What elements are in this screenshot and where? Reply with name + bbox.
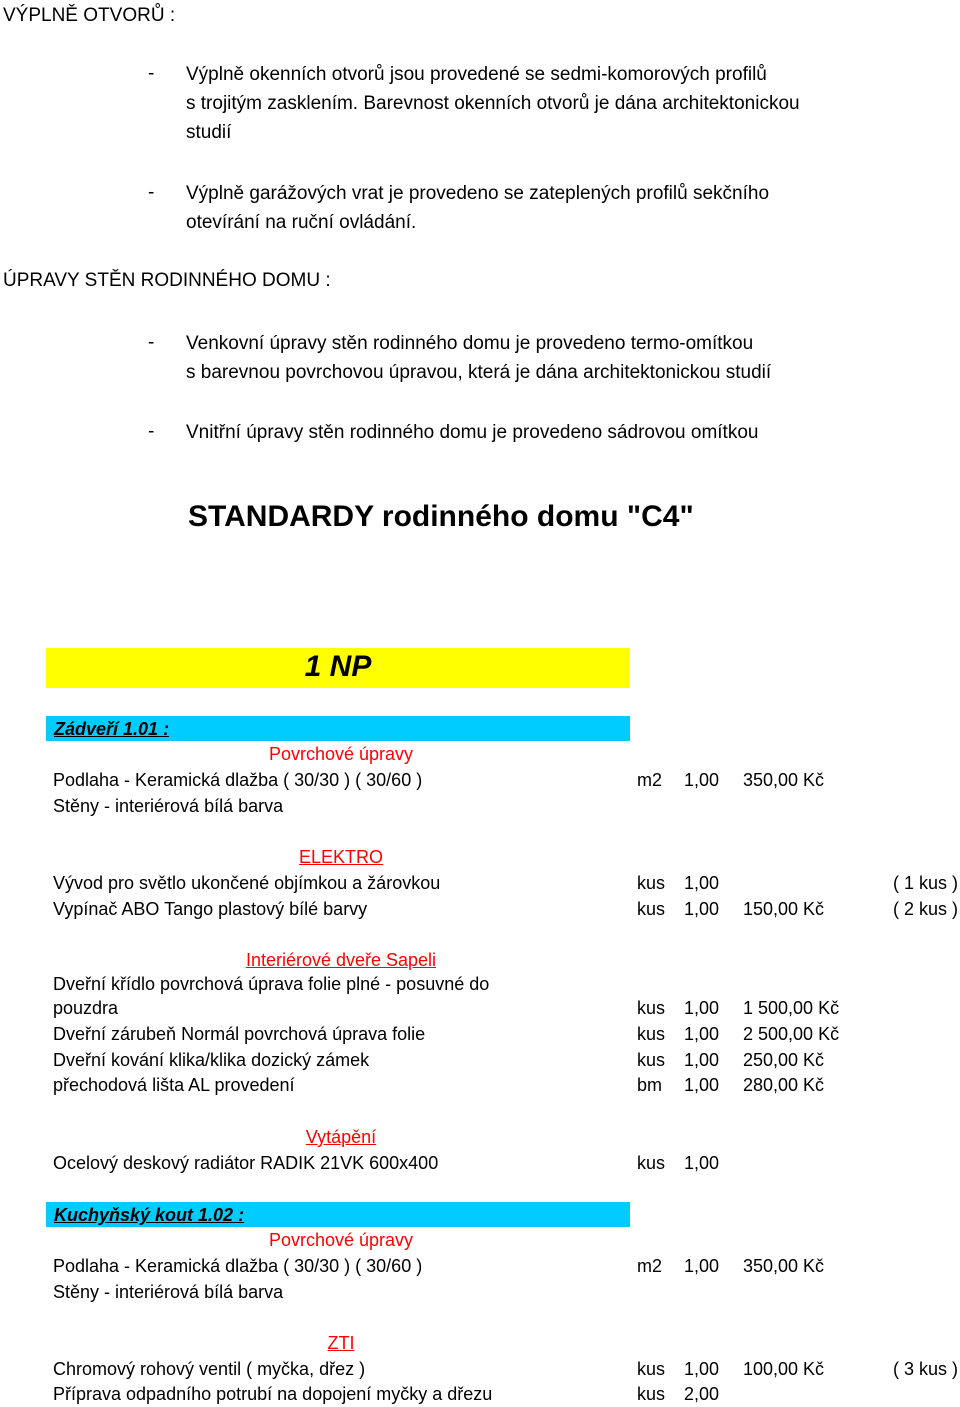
group-title: Povrchové úpravy: [268, 1230, 414, 1250]
bullet-dash: -: [148, 63, 155, 84]
paragraph-line: otevírání na ruční ovládání.: [186, 212, 417, 233]
item-unit: kus: [637, 998, 666, 1018]
item-price: 350,00 Kč: [743, 770, 825, 790]
item-price: 2 500,00 Kč: [743, 1024, 840, 1044]
item-desc: Dveřní kování klika/klika dozický zámek: [53, 1050, 370, 1070]
paragraph-line: Výplně okenních otvorů jsou provedené se sedmi-komorových profilů: [186, 64, 767, 85]
item-price: 150,00 Kč: [743, 899, 825, 919]
item-desc: Dveřní zárubeň Normál povrchová úprava folie: [53, 1024, 426, 1044]
item-desc: Chromový rohový ventil ( myčka, dřez ): [53, 1359, 366, 1379]
item-desc: Podlaha - Keramická dlažba ( 30/30 ) ( 30/60 ): [53, 1256, 423, 1276]
item-qty: 1,00: [684, 1153, 720, 1173]
item-desc: Podlaha - Keramická dlažba ( 30/30 ) ( 30/60 ): [53, 770, 423, 790]
bullet-dash: -: [148, 332, 155, 353]
item-unit: kus: [637, 1384, 666, 1404]
item-unit: kus: [637, 1359, 666, 1379]
floor-label: 1 NP: [304, 650, 372, 683]
item-qty: 1,00: [684, 899, 720, 919]
item-unit: kus: [637, 1024, 666, 1044]
paragraph-line: s barevnou povrchovou úpravou, která je dána architektonickou studií: [186, 362, 772, 383]
item-qty: 1,00: [684, 1075, 720, 1095]
item-qty: 1,00: [684, 873, 720, 893]
item-note: ( 3 kus ): [892, 1359, 958, 1379]
bullet-dash: -: [148, 182, 155, 203]
item-price: 350,00 Kč: [743, 1256, 825, 1276]
page-title: STANDARDY rodinného domu "C4": [188, 500, 694, 533]
item-unit: m2: [637, 770, 663, 790]
paragraph-line: s trojitým zasklením. Barevnost okenních otvorů je dána architektonickou: [186, 93, 800, 114]
item-note: ( 1 kus ): [892, 873, 958, 893]
item-unit: kus: [637, 1050, 666, 1070]
item-price: 1 500,00 Kč: [743, 998, 840, 1018]
paragraph-line: Venkovní úpravy stěn rodinného domu je provedeno termo-omítkou: [186, 333, 754, 354]
group-title: Povrchové úpravy: [268, 744, 414, 764]
paragraph-line: Výplně garážových vrat je provedeno se zateplených profilů sekčního: [186, 183, 770, 204]
paragraph-line: studií: [186, 122, 232, 143]
section-heading-upravy: ÚPRAVY STĚN RODINNÉHO DOMU :: [3, 270, 331, 291]
item-qty: 1,00: [684, 1256, 720, 1276]
item-price: 100,00 Kč: [743, 1359, 825, 1379]
item-qty: 2,00: [684, 1384, 720, 1404]
paragraph-windows: [186, 60, 800, 147]
item-qty: 1,00: [684, 1050, 720, 1070]
item-desc-cont: pouzdra: [53, 998, 119, 1018]
item-qty: 1,00: [684, 770, 720, 790]
item-qty: 1,00: [684, 998, 720, 1018]
item-desc: Příprava odpadního potrubí na dopojení myčky a dřezu: [53, 1384, 493, 1404]
item-unit: bm: [637, 1075, 663, 1095]
paragraph-interior-walls: [186, 418, 758, 447]
item-unit: kus: [637, 873, 666, 893]
group-title: ELEKTRO: [298, 847, 384, 867]
item-price: 280,00 Kč: [743, 1075, 825, 1095]
item-unit: kus: [637, 1153, 666, 1173]
bullet-dash: -: [148, 421, 155, 442]
item-unit: kus: [637, 899, 666, 919]
item-desc: Ocelový deskový radiátor RADIK 21VK 600x400: [53, 1153, 439, 1173]
item-unit: m2: [637, 1256, 663, 1276]
item-desc: Vypínač ABO Tango plastový bílé barvy: [53, 899, 368, 919]
paragraph-exterior-walls: [186, 329, 771, 387]
item-desc: Stěny - interiérová bílá barva: [53, 1282, 284, 1302]
group-title: Interiérové dveře Sapeli: [245, 950, 437, 970]
item-desc: přechodová lišta AL provedení: [53, 1075, 295, 1095]
room-title: Zádveří 1.01 :: [54, 719, 170, 739]
item-qty: 1,00: [684, 1359, 720, 1379]
item-qty: 1,00: [684, 1024, 720, 1044]
item-desc: Stěny - interiérová bílá barva: [53, 796, 284, 816]
item-desc: Dveřní křídlo povrchová úprava folie plné - posuvné do: [53, 974, 490, 994]
section-heading-vyplne: VÝPLNĚ OTVORŮ :: [3, 5, 176, 26]
item-price: 250,00 Kč: [743, 1050, 825, 1070]
group-title: Vytápění: [305, 1127, 377, 1147]
group-title: ZTI: [327, 1333, 355, 1353]
paragraph-garage: [186, 179, 769, 237]
paragraph-line: Vnitřní úpravy stěn rodinného domu je provedeno sádrovou omítkou: [186, 422, 759, 443]
room-title: Kuchyňský kout 1.02 :: [54, 1205, 245, 1225]
item-note: ( 2 kus ): [892, 899, 958, 919]
item-desc: Vývod pro světlo ukončené objímkou a žárovkou: [53, 873, 441, 893]
